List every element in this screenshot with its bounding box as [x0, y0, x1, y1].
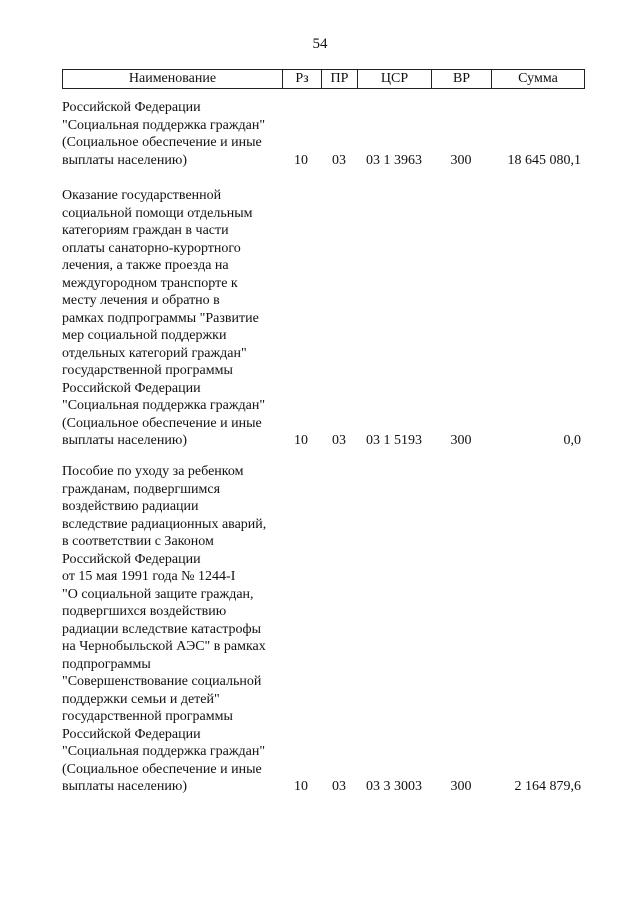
row-name-line: выплаты населению) — [62, 779, 187, 794]
row-name-line: (Социальное обеспечение и иные — [62, 135, 262, 150]
row-name-line: Российской Федерации — [62, 380, 201, 396]
row-name — [62, 187, 302, 450]
row-name-line: выплаты населению) — [62, 433, 187, 448]
row-rz: 10 — [294, 152, 308, 168]
row-csr: 03 1 5193 — [366, 433, 422, 448]
row-name-line: мер социальной поддержки — [62, 328, 227, 343]
row-name-line: месту лечения и обратно в — [62, 293, 220, 308]
row-name-line: от 15 мая 1991 года № 1244-I — [62, 569, 236, 584]
column-header-rz: Рз — [283, 70, 322, 89]
row-name-line: отдельных категорий граждан" — [62, 345, 247, 361]
row-name-line: государственной программы — [62, 709, 233, 724]
row-name-line: поддержки семьи и детей" — [62, 691, 220, 707]
row-name-line: государственной программы — [62, 363, 233, 378]
row-name-line: радиации вследствие катастрофы — [62, 621, 261, 637]
row-pr: 03 — [332, 433, 346, 448]
row-name-line: на Чернобыльской АЭС" в рамках — [62, 639, 266, 654]
row-name-line: Пособие по уходу за ребенком — [62, 464, 244, 479]
row-name-line: "О социальной защите граждан, — [62, 586, 254, 602]
row-name-line: "Совершенствование социальной — [62, 674, 262, 689]
row-name-line: междугородном транспорте к — [62, 275, 238, 291]
row-name — [62, 463, 302, 796]
row-name — [62, 99, 302, 169]
row-sum: 2 164 879,6 — [514, 779, 581, 794]
column-header-vr: ВР — [432, 70, 492, 89]
row-name-line: "Социальная поддержка граждан" — [62, 398, 266, 413]
row-rz: 10 — [294, 779, 308, 794]
column-header-csr: ЦСР — [358, 70, 432, 89]
row-name-line: Российской Федерации — [62, 726, 201, 742]
row-name-line: Российской Федерации — [62, 551, 201, 567]
row-name-line: воздействию радиации — [62, 499, 199, 514]
row-sum: 0,0 — [563, 433, 581, 448]
column-header-sum: Сумма — [492, 70, 585, 89]
row-pr: 03 — [332, 779, 346, 794]
row-vr: 300 — [450, 152, 472, 168]
row-name-line: оплаты санаторно-курортного — [62, 240, 241, 256]
column-header-name: Наименование — [63, 70, 283, 89]
row-name-line: выплаты населению) — [62, 152, 187, 168]
row-name-line: социальной помощи отдельным — [62, 205, 253, 221]
row-name-line: рамках подпрограммы "Развитие — [62, 310, 259, 326]
row-name-line: "Социальная поддержка граждан" — [62, 117, 266, 133]
row-name-line: Российской Федерации — [62, 100, 201, 115]
row-name-line: гражданам, подвергшимся — [62, 481, 221, 497]
row-pr: 03 — [332, 152, 346, 168]
row-rz: 10 — [294, 433, 308, 448]
row-sum: 18 645 080,1 — [507, 152, 581, 168]
row-csr: 03 3 3003 — [366, 779, 422, 794]
row-name-line: (Социальное обеспечение и иные — [62, 761, 262, 777]
column-header-pr: ПР — [322, 70, 358, 89]
row-name-line: вследствие радиационных аварий, — [62, 516, 267, 532]
row-name-line: подпрограммы — [62, 656, 151, 672]
row-name-line: "Социальная поддержка граждан" — [62, 744, 266, 759]
page-number: 54 — [312, 36, 328, 52]
row-name-line: в соответствии с Законом — [62, 534, 214, 549]
row-name-line: Оказание государственной — [62, 188, 222, 203]
row-name-line: (Социальное обеспечение и иные — [62, 415, 262, 431]
row-csr: 03 1 3963 — [366, 152, 422, 168]
row-vr: 300 — [450, 433, 472, 448]
row-vr: 300 — [450, 779, 472, 794]
row-name-line: подвергшихся воздействию — [62, 604, 227, 619]
row-name-line: категориям граждан в части — [62, 223, 229, 238]
row-name-line: лечения, а также проезда на — [62, 258, 229, 273]
table-header — [62, 69, 585, 89]
